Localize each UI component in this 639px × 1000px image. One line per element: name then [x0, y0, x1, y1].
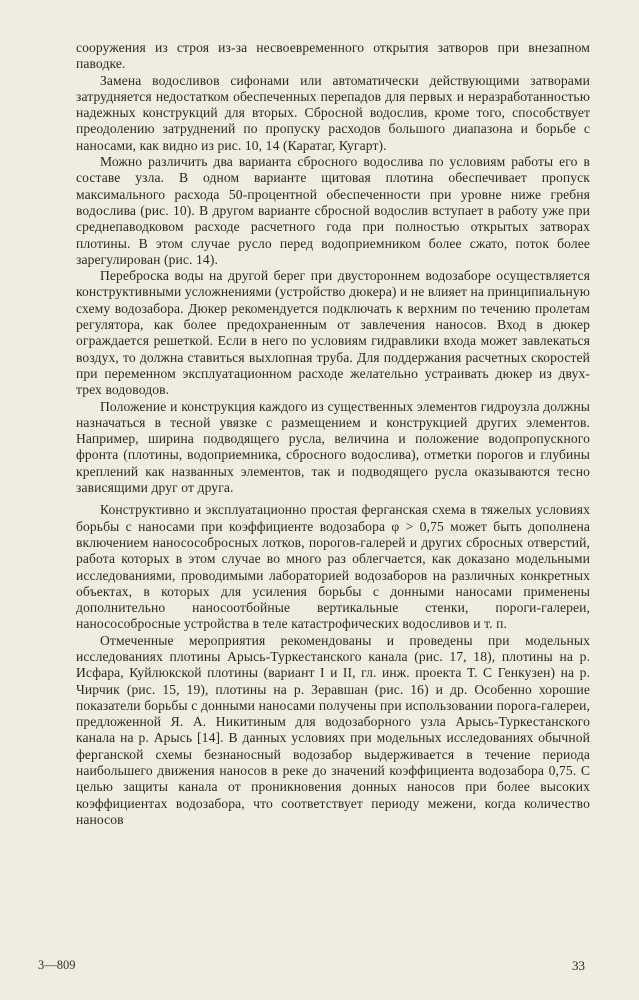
paragraph: Конструктивно и эксплуатационно простая ферганская схема в тяжелых условиях борьбы с наносами при коэффициенте водозабора φ > 0,75 может быть дополнена включением наносособросных лотков, порогов-галерей и других сбросных отверстий, работа которых в этом случае во много раз облегчается, как доказано модельными исследованиями, проводимыми лабораторией водозаборов на различных конкретных объектах, в которых для усиления борьбы с донными наносами применены дополнительно наносоотбойные вертикальные стенки, пороги-галереи, наносособросные устройства в теле катастрофических водосливов и т. п.	[76, 502, 590, 632]
paragraph: Положение и конструкция каждого из существенных элементов гидроузла должны назначаться в тесной увязке с размещением и конструкцией других элементов. Например, ширина подводящего русла, величина и положение водопропускного фронта (плотины, водоприемника, сбросного водослива), отметки порогов и глубины креплений как названных элементов, так и подводящего русла оказываются тесно зависящими друг от друга.	[76, 398, 590, 496]
paragraph: Замена водосливов сифонами или автоматически действующими затворами затрудняется недостатком обеспеченных перепадов для первых и неразработанностью надежных конструкций для вторых. Сбросной водослив, кроме того, способствует преодолению затруднений по пропуску расходов большого диапазона и борьбе с наносами, как видно из рис. 10, 14 (Каратаг, Кугарт).	[76, 72, 590, 153]
signature-mark: 3—809	[38, 958, 76, 972]
body-text	[76, 40, 590, 828]
paragraph: Можно различить два варианта сбросного водослива по условиям работы его в составе узла. В одном варианте щитовая плотина обеспечивает пропуск максимального расхода 50-процентной обеспеченности при уровне ниже гребня водослива (рис. 10). В другом варианте сбросной водослив вступает в работу уже при среднепаводковом расходе расчетного года при полностью открытых затворах плотины. В этом случае русло перед водоприемником более сжато, поток более зарегулирован (рис. 14).	[76, 154, 590, 267]
paragraph-continuation: сооружения из строя из-за несвоевременного открытия затворов при внезапном паводке.	[76, 40, 590, 72]
page-number: 33	[572, 958, 585, 973]
paragraph: Отмеченные мероприятия рекомендованы и проведены при модельных исследованиях плотины Арысь-Туркестанского канала (рис. 17, 18), плотины на р. Исфара, Куйлюкской плотины (вариант I и II, гл. инж. проекта Т. С Генкузен) на р. Чирчик (рис. 15, 19), плотины на р. Зеравшан (рис. 16) и др. Особенно хорошие показатели борьбы с донными наносами получены при использовании порога-галереи, предложенной Я. А. Никитиным для водозаборного узла Арысь-Туркестанского канала на р. Арысь [14]. В данных условиях при модельных исследованиях обычной ферганской схемы безнаносный водозабор выдерживается в течение периода наибольшего движения наносов в реке до значений коэффициента водозабора 0,75. С целью защиты канала от проникновения донных наносов при более высоких коэффициентах водозабора, что соответствует периоду межени, когда количество наносов	[76, 632, 590, 827]
paragraph: Переброска воды на другой берег при двустороннем водозаборе осуществляется конструктивными усложнениями (устройство дюкера) и не влияет на принципиальную схему водозабора. Дюкер рекомендуется подключать к верхним по течению пролетам регулятора, как более предохраненным от завлечения наносов. Вход в дюкер ограждается решеткой. Если в него по условиям гидравлики входа может завлекаться воздух, то должна ставиться выхлопная труба. Для поддержания расчетных скоростей при переменном эксплуатационном расходе желательно устраивать дюкер из двух-трех водоводов.	[76, 268, 590, 398]
